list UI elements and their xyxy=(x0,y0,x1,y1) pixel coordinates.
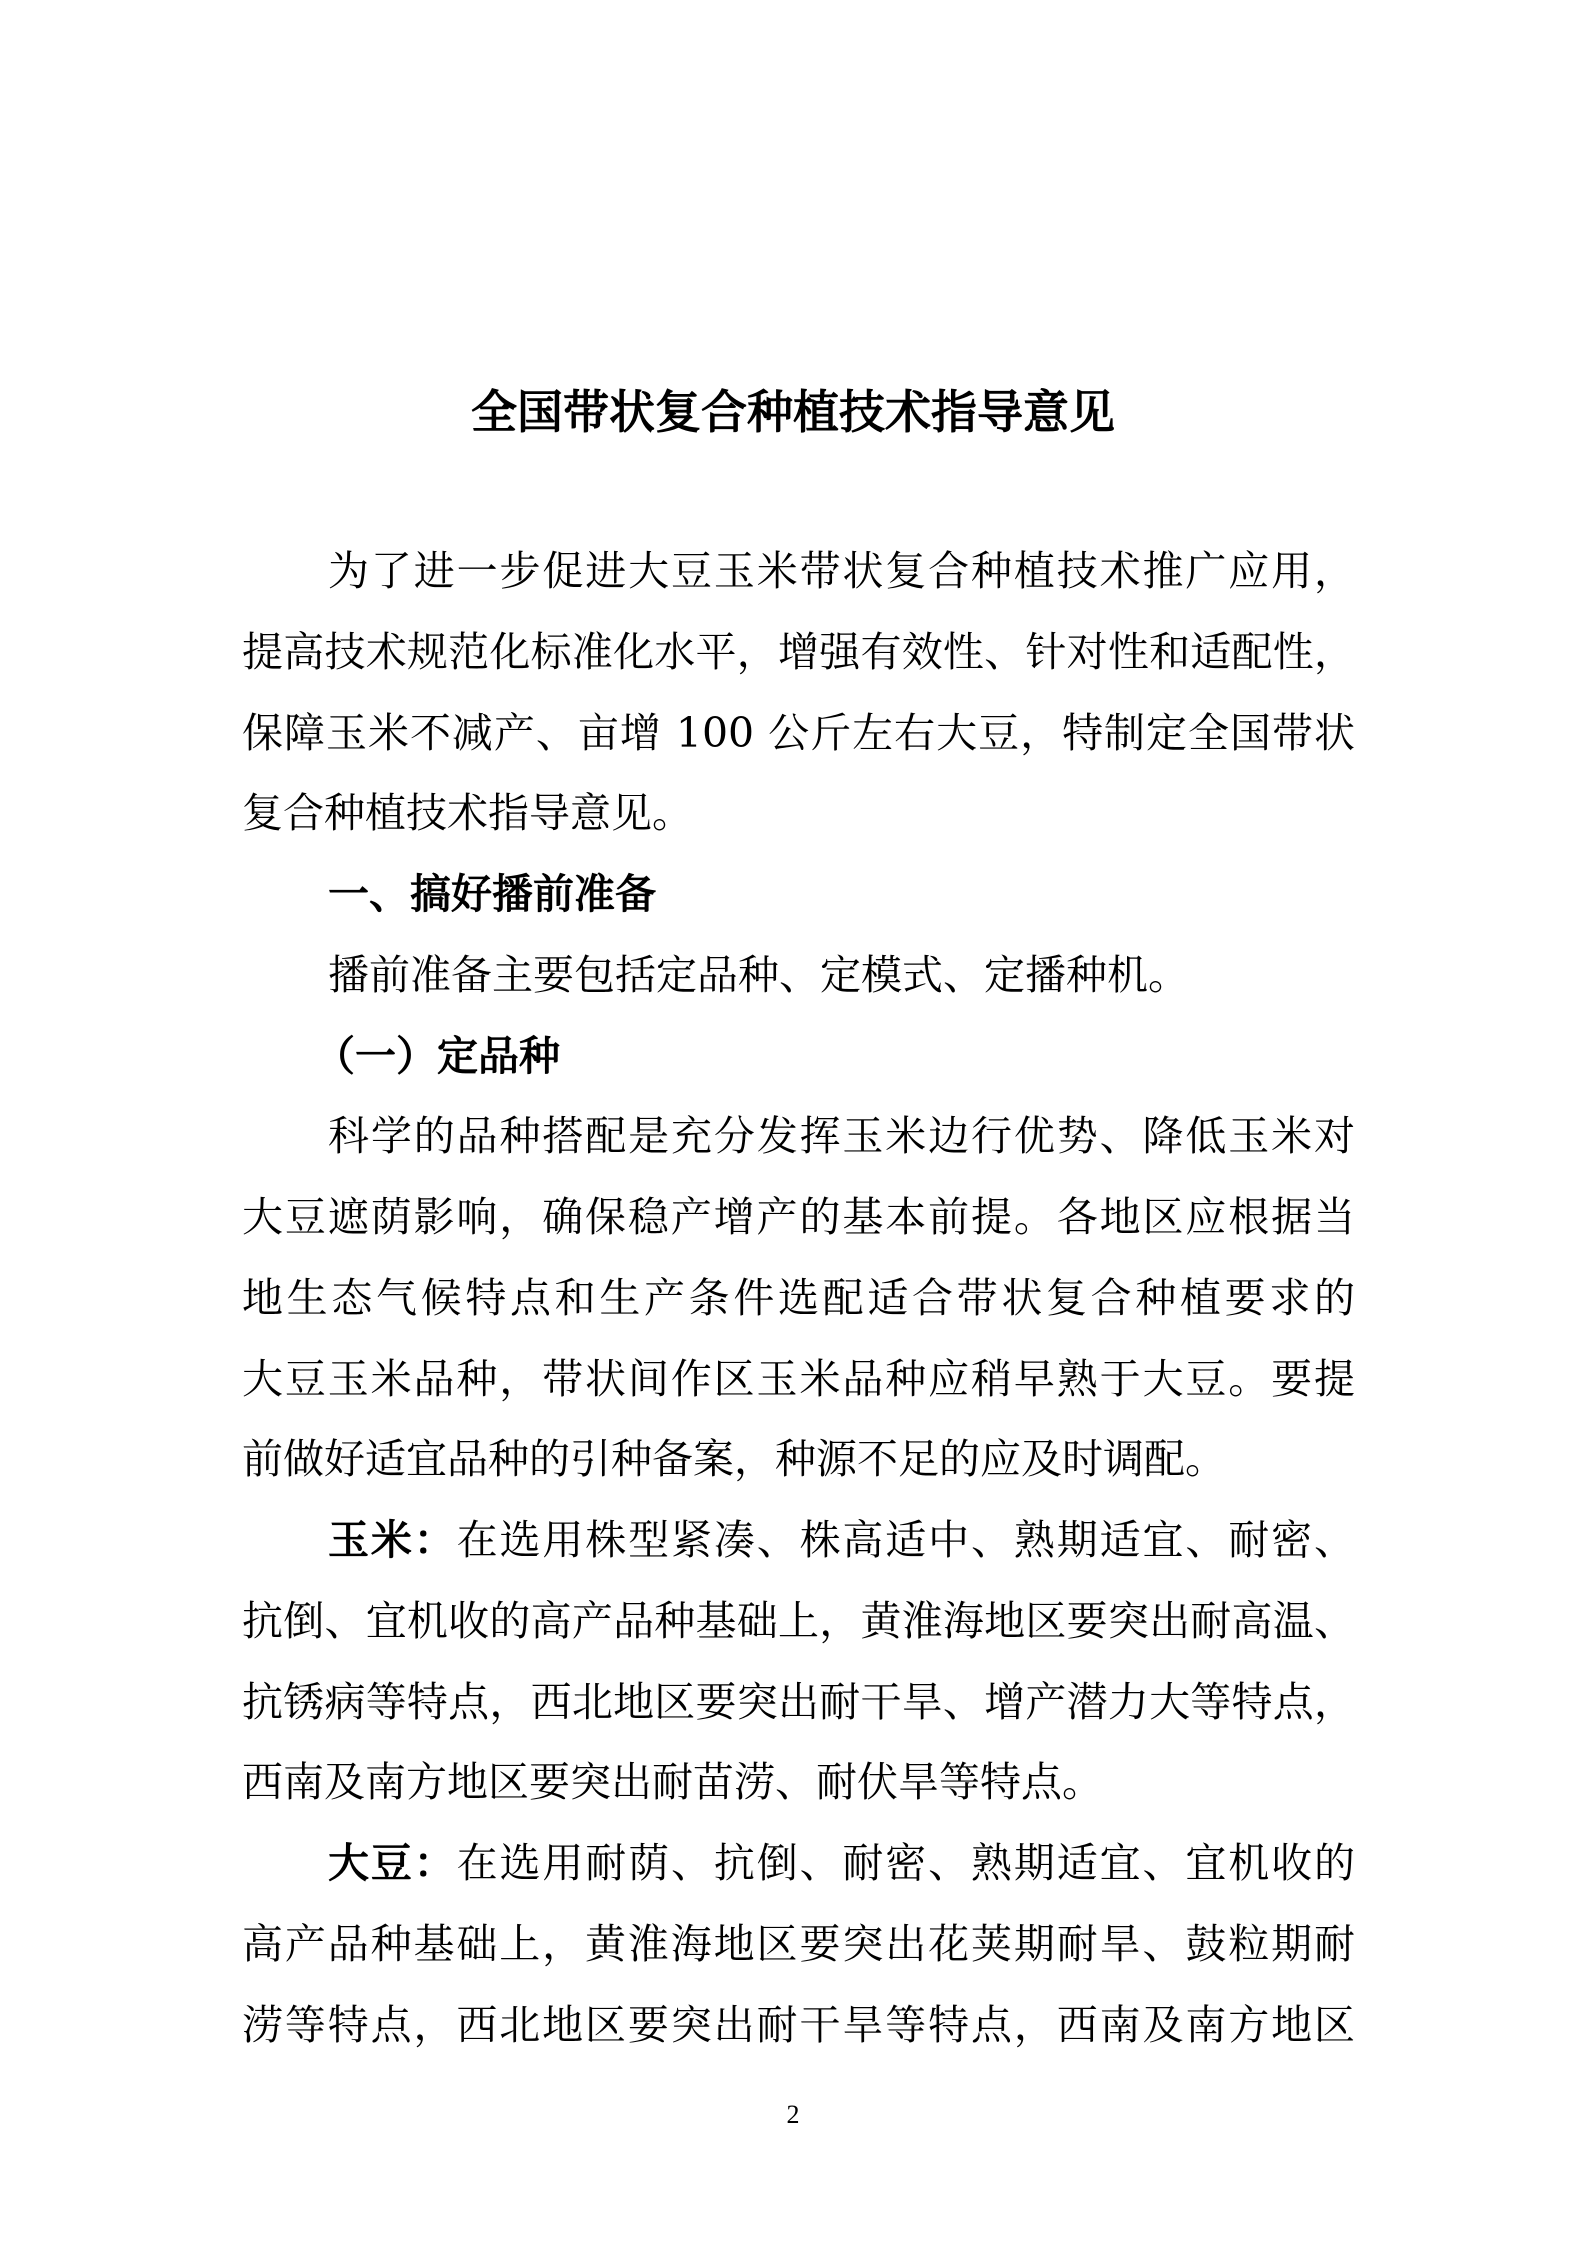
paragraph-line xyxy=(242,1985,1355,2066)
page-number: 2 xyxy=(786,2100,800,2129)
paragraph-line xyxy=(242,1742,1355,1823)
paragraph-line xyxy=(242,693,1355,774)
subsection-heading xyxy=(242,1016,1355,1097)
document-body xyxy=(242,531,1355,2065)
line-text: 在选用耐荫、抗倒、耐密、熟期适宜、宜机收的 xyxy=(456,1839,1355,1887)
line-text: 播前准备主要包括定品种、定模式、定播种机。 xyxy=(328,950,1189,999)
paragraph-line xyxy=(242,1581,1355,1662)
heading-text: （一）定品种 xyxy=(314,1031,560,1080)
line-text: 前做好适宜品种的引种备案，种源不足的应及时调配。 xyxy=(242,1435,1226,1484)
paragraph-line xyxy=(242,1662,1355,1743)
paragraph-line xyxy=(242,1823,1355,1904)
paragraph-line xyxy=(242,1258,1355,1339)
paragraph-line xyxy=(242,1339,1355,1420)
line-text: 地生态气候特点和生产条件选配适合带状复合种植要求的 xyxy=(242,1273,1355,1322)
line-text: 大豆玉米品种，带状间作区玉米品种应稍早熟于大豆。要提 xyxy=(242,1354,1355,1403)
line-text: 涝等特点，西北地区要突出耐干旱等特点，西南及南方地区 xyxy=(242,2000,1355,2049)
line-text: 科学的品种搭配是充分发挥玉米边行优势、降低玉米对 xyxy=(328,1112,1355,1161)
document-title: 全国带状复合种植技术指导意见 xyxy=(471,385,1115,439)
line-text: 抗锈病等特点，西北地区要突出耐干旱、增产潜力大等特点， xyxy=(242,1677,1355,1726)
paragraph-line xyxy=(242,1177,1355,1258)
paragraph-line xyxy=(242,612,1355,693)
line-text: 抗倒、宜机收的高产品种基础上，黄淮海地区要突出耐高温、 xyxy=(242,1596,1355,1645)
line-text: 保障玉米不减产、亩增 100 公斤左右大豆，特制定全国带状 xyxy=(242,708,1355,757)
paragraph-line xyxy=(242,1500,1355,1581)
line-text: 提高技术规范化标准化水平，增强有效性、针对性和适配性， xyxy=(242,627,1355,676)
bold-lead: 玉米： xyxy=(328,1516,457,1564)
line-text: 复合种植技术指导意见。 xyxy=(242,789,693,838)
paragraph-line xyxy=(242,773,1355,854)
line-text: 高产品种基础上，黄淮海地区要突出花荚期耐旱、鼓粒期耐 xyxy=(242,1919,1355,1968)
line-text: 为了进一步促进大豆玉米带状复合种植技术推广应用， xyxy=(328,547,1355,595)
line-text: 在选用株型紧凑、株高适中、熟期适宜、耐密、 xyxy=(456,1516,1355,1564)
paragraph-line xyxy=(242,1096,1355,1177)
bold-lead: 大豆： xyxy=(328,1839,457,1887)
line-text: 西南及南方地区要突出耐苗涝、耐伏旱等特点。 xyxy=(242,1758,1103,1807)
paragraph-line xyxy=(242,531,1355,612)
heading-text: 一、搞好播前准备 xyxy=(328,870,656,918)
paragraph-line xyxy=(242,1419,1355,1500)
paragraph-line xyxy=(242,935,1355,1016)
section-heading xyxy=(242,854,1355,935)
line-text: 大豆遮荫影响，确保稳产增产的基本前提。各地区应根据当 xyxy=(242,1193,1355,1241)
paragraph-line xyxy=(242,1904,1355,1985)
